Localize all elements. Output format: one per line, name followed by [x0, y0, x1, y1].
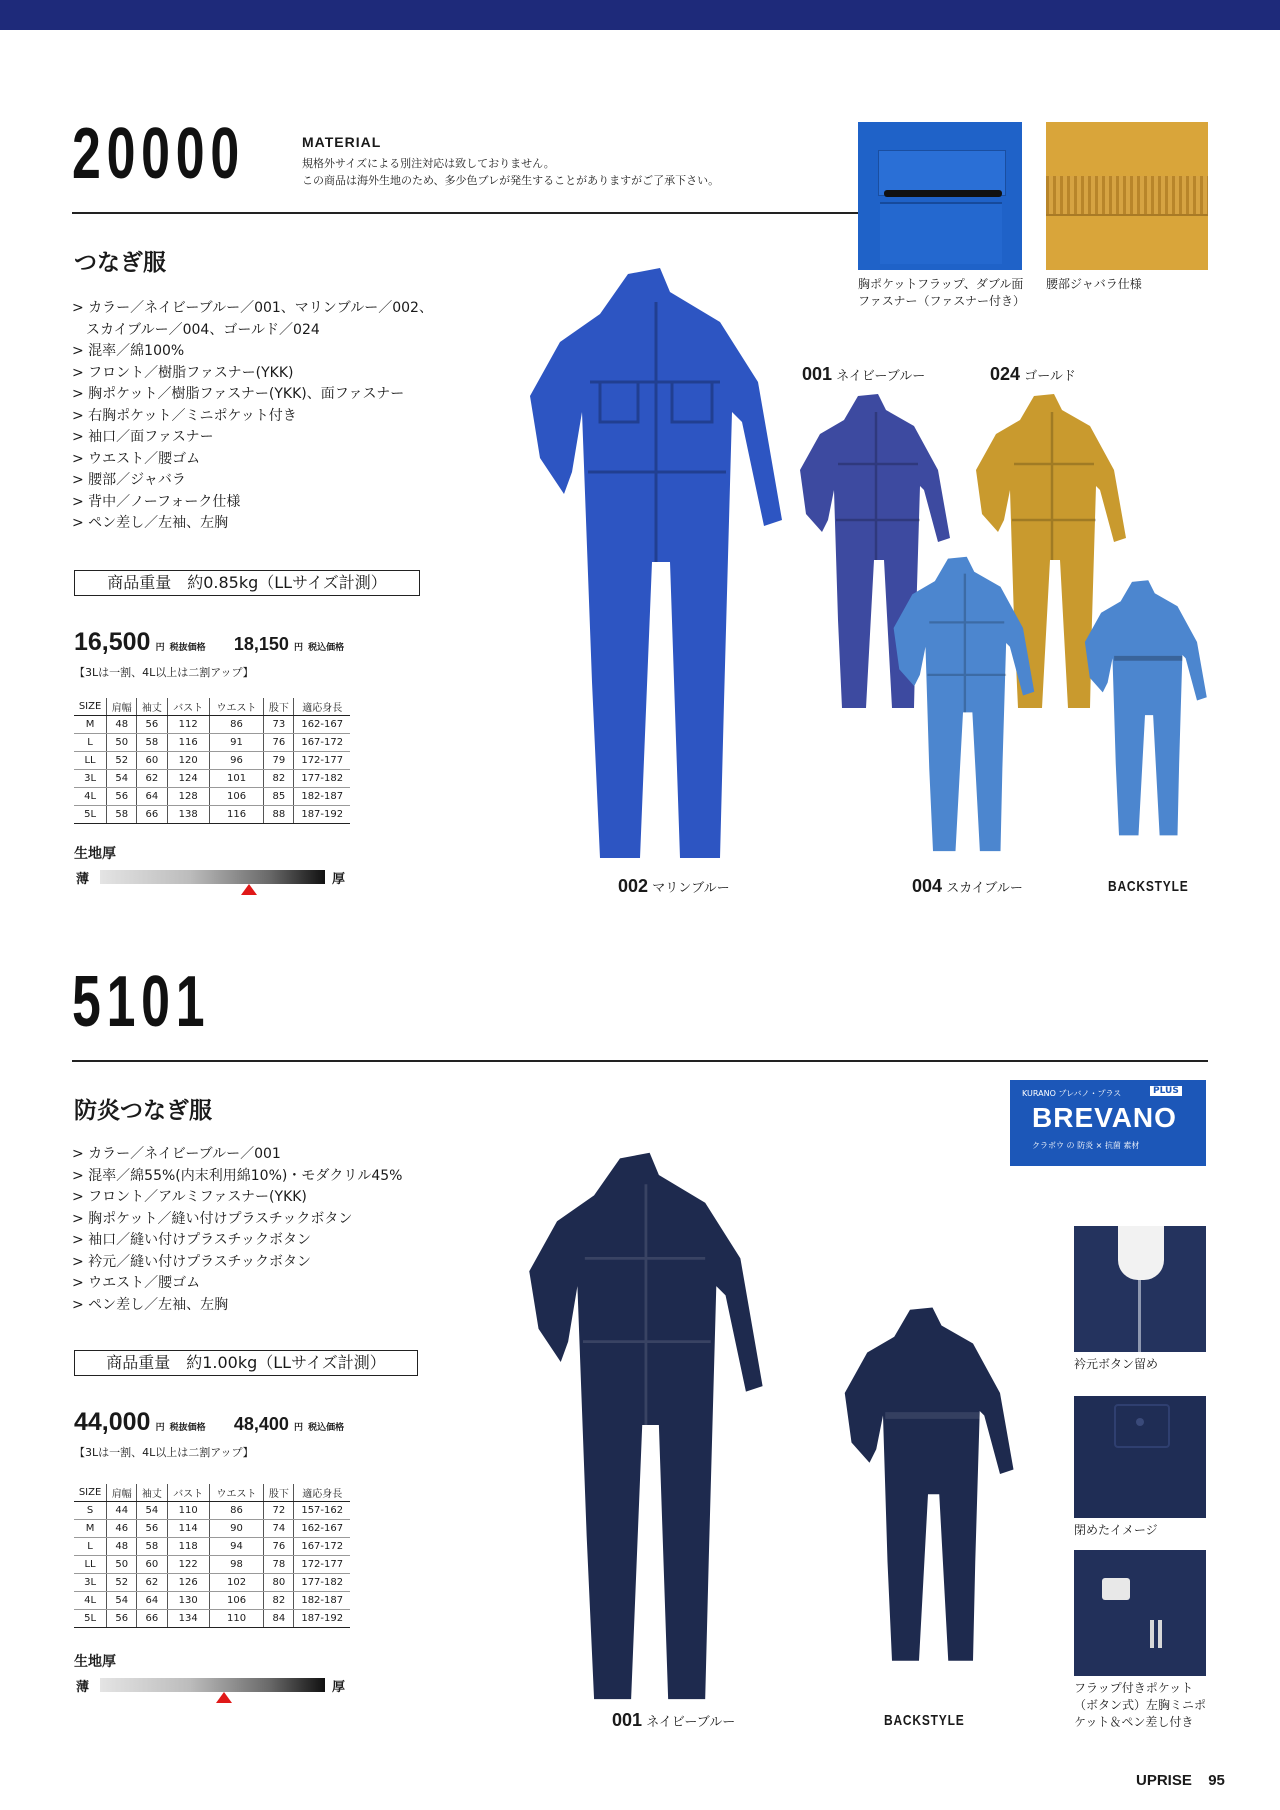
model-number: 20000	[72, 114, 245, 194]
table-cell: 66	[137, 806, 167, 824]
detail-photo-collar	[1074, 1226, 1206, 1352]
table-cell: 106	[209, 1592, 263, 1610]
table-cell: 76	[264, 1538, 294, 1556]
spec-list	[72, 298, 433, 535]
table-cell: 187-192	[294, 806, 350, 824]
material-note: この商品は海外生地のため、多少色ブレが発生することがありますがご了承下さい。	[302, 174, 720, 187]
table-cell: 134	[167, 1610, 209, 1628]
table-header-cell: 股下	[264, 1484, 294, 1502]
table-cell: 58	[107, 806, 137, 824]
table-cell: 118	[167, 1538, 209, 1556]
table-cell: 4L	[74, 1592, 107, 1610]
product-weight: 商品重量 約0.85kg（LLサイズ計測）	[74, 570, 420, 596]
table-cell: M	[74, 716, 107, 734]
table-cell: 60	[137, 1556, 167, 1574]
price-ex-label: 税抜価格	[169, 1423, 206, 1433]
table-cell: 5L	[74, 1610, 107, 1628]
table-cell: 62	[137, 770, 167, 788]
table-row	[74, 1592, 350, 1610]
table-cell: 138	[167, 806, 209, 824]
price-ex-label: 税抜価格	[169, 643, 206, 653]
table-cell: 102	[209, 1574, 263, 1592]
material-note: 規格外サイズによる別注対応は致しておりません。	[302, 157, 555, 170]
table-cell: 114	[167, 1520, 209, 1538]
page-footer	[1136, 1772, 1225, 1789]
product-name: 防炎つなぎ服	[74, 1098, 212, 1124]
table-cell: 50	[107, 1556, 137, 1574]
table-cell: 96	[209, 752, 263, 770]
table-cell: 112	[167, 716, 209, 734]
size-table	[74, 698, 350, 824]
table-header-cell: SIZE	[74, 698, 107, 716]
spec-item: > フロント／アルミファスナー(YKK)	[72, 1189, 307, 1205]
detail-caption: 閉めたイメージ	[1074, 1523, 1158, 1537]
table-cell: 54	[107, 1592, 137, 1610]
material-title: MATERIAL	[302, 134, 382, 150]
spec-item: > 右胸ポケット／ミニポケット付き	[72, 407, 297, 424]
spec-item: > ペン差し／左袖、左胸	[72, 1296, 229, 1313]
table-header-cell: バスト	[167, 1484, 209, 1502]
table-cell: LL	[74, 752, 107, 770]
table-cell: 3L	[74, 1574, 107, 1592]
table-cell: 50	[107, 734, 137, 752]
table-row	[74, 716, 350, 734]
table-row	[74, 1556, 350, 1574]
table-cell: 3L	[74, 770, 107, 788]
color-name: マリンブルー	[652, 881, 730, 896]
table-header-cell: ウエスト	[209, 698, 263, 716]
spec-item: スカイブルー／004、ゴールド／024	[72, 321, 320, 338]
color-label-001	[612, 1710, 735, 1731]
spec-item: > 混率／綿100%	[72, 343, 185, 359]
table-cell: 85	[264, 788, 294, 806]
table-row	[74, 788, 350, 806]
color-code: 002	[618, 876, 649, 896]
color-label-001	[802, 364, 925, 385]
thickness-label: 生地厚	[74, 1654, 116, 1670]
table-row	[74, 806, 350, 824]
table-cell: 124	[167, 770, 209, 788]
thick-label: 厚	[332, 1680, 346, 1695]
size-surcharge-note: 【3Lは一割、4L以上は二割アップ】	[74, 1446, 254, 1459]
detail-photo-chest-pocket	[1074, 1550, 1206, 1676]
table-cell: LL	[74, 1556, 107, 1574]
table-cell: 82	[264, 1592, 294, 1610]
color-label-002	[618, 876, 730, 897]
table-header-cell: 股下	[264, 698, 294, 716]
table-cell: 128	[167, 788, 209, 806]
table-cell: 76	[264, 734, 294, 752]
table-cell: 56	[137, 716, 167, 734]
coverall-001-navy	[520, 1130, 770, 1720]
table-cell: 86	[209, 716, 263, 734]
table-cell: M	[74, 1520, 107, 1538]
logo-tagline: クラボウ の 防炎 × 抗菌 素材	[1032, 1141, 1140, 1150]
table-row	[74, 1520, 350, 1538]
table-cell: 56	[137, 1520, 167, 1538]
color-label-004	[912, 876, 1023, 897]
table-cell: 187-192	[294, 1610, 350, 1628]
yen-unit: 円	[155, 1423, 165, 1433]
coverall-backstyle-1	[1080, 552, 1210, 862]
table-cell: 110	[209, 1610, 263, 1628]
table-cell: 101	[209, 770, 263, 788]
table-cell: 52	[107, 1574, 137, 1592]
spec-item: > ペン差し／左袖、左胸	[72, 515, 229, 531]
table-cell: 64	[137, 1592, 167, 1610]
table-row	[74, 1610, 350, 1628]
table-header-cell: 肩幅	[107, 1484, 137, 1502]
table-cell: 78	[264, 1556, 294, 1574]
detail-caption: 胸ポケットフラップ、ダブル面 ファスナー（ファスナー付き）	[858, 277, 1026, 308]
backstyle-label: BACKSTYLE	[884, 1712, 965, 1729]
detail-photo-closed-collar	[1074, 1396, 1206, 1518]
thickness-gradient	[100, 1678, 325, 1692]
table-cell: 54	[107, 770, 137, 788]
table-cell: 54	[137, 1502, 167, 1520]
table-cell: 86	[209, 1502, 263, 1520]
price-ex-tax: 16,500	[74, 628, 151, 656]
spec-item: > 混率／綿55%(内末利用綿10%)・モダクリル45%	[72, 1167, 403, 1184]
table-cell: 116	[209, 806, 263, 824]
table-cell: 82	[264, 770, 294, 788]
coverall-backstyle-2	[838, 1258, 1018, 1708]
table-cell: 62	[137, 1574, 167, 1592]
table-cell: 48	[107, 716, 137, 734]
thickness-marker	[216, 1692, 232, 1703]
table-cell: 60	[137, 752, 167, 770]
thick-label: 厚	[332, 872, 346, 887]
price-in-tax: 18,150	[233, 634, 289, 654]
table-header-cell: バスト	[167, 698, 209, 716]
table-cell: 130	[167, 1592, 209, 1610]
logo-wordmark: BREVANO	[1032, 1102, 1177, 1133]
table-cell: 162-167	[294, 1520, 350, 1538]
thin-label: 薄	[76, 1680, 90, 1695]
table-cell: S	[74, 1502, 107, 1520]
table-header-cell: 肩幅	[107, 698, 137, 716]
table-row	[74, 1538, 350, 1556]
coverall-002-marine-blue	[520, 262, 790, 862]
logo-plus: PLUS	[1150, 1086, 1182, 1096]
table-cell: 177-182	[294, 1574, 350, 1592]
color-name: ネイビーブルー	[836, 369, 926, 384]
table-cell: 56	[107, 788, 137, 806]
price-ex-tax: 44,000	[74, 1408, 151, 1436]
table-header-cell: ウエスト	[209, 1484, 263, 1502]
table-cell: 120	[167, 752, 209, 770]
table-cell: 177-182	[294, 770, 350, 788]
table-cell: 74	[264, 1520, 294, 1538]
spec-item: > ウエスト／腰ゴム	[72, 450, 201, 467]
divider	[72, 212, 860, 214]
size-surcharge-note: 【3Lは一割、4L以上は二割アップ】	[74, 666, 254, 679]
price-in-label: 税込価格	[308, 643, 345, 653]
detail-caption: 腰部ジャバラ仕様	[1046, 277, 1142, 291]
detail-photo-waist-elastic	[1046, 122, 1208, 270]
price-in-tax: 48,400	[233, 1414, 289, 1434]
color-code: 024	[990, 364, 1021, 384]
table-cell: 110	[167, 1502, 209, 1520]
yen-unit: 円	[155, 643, 165, 653]
thickness-scale	[74, 866, 352, 896]
table-cell: 106	[209, 788, 263, 806]
table-cell: 91	[209, 734, 263, 752]
table-cell: 44	[107, 1502, 137, 1520]
color-name: ネイビーブルー	[646, 1715, 736, 1730]
table-row	[74, 752, 350, 770]
thin-label: 薄	[76, 872, 90, 887]
table-cell: 72	[264, 1502, 294, 1520]
yen-unit: 円	[294, 1423, 304, 1433]
table-cell: 182-187	[294, 1592, 350, 1610]
model-number: 5101	[72, 962, 211, 1042]
color-name: スカイブルー	[946, 881, 1023, 896]
detail-photo-chest-pocket	[858, 122, 1022, 270]
brevano-logo	[1010, 1080, 1206, 1166]
thickness-scale	[74, 1674, 352, 1704]
logo-maker: KURANO ブレバノ・プラス	[1022, 1089, 1122, 1098]
table-cell: 88	[264, 806, 294, 824]
table-cell: 167-172	[294, 1538, 350, 1556]
spec-item: > フロント／樹脂ファスナー(YKK)	[72, 364, 294, 381]
thickness-marker	[241, 884, 257, 895]
divider	[72, 1060, 1208, 1062]
detail-caption: フラップ付きポケット （ボタン式）左胸ミニポ ケット＆ペン差し付き	[1074, 1681, 1207, 1729]
spec-item: > 胸ポケット／樹脂ファスナー(YKK)、面ファスナー	[72, 386, 405, 402]
table-cell: 56	[107, 1610, 137, 1628]
table-cell: 167-172	[294, 734, 350, 752]
spec-list	[72, 1144, 402, 1316]
page-number: 95	[1208, 1772, 1225, 1789]
table-cell: 162-167	[294, 716, 350, 734]
detail-caption: 衿元ボタン留め	[1074, 1357, 1159, 1371]
table-row	[74, 1502, 350, 1520]
table-cell: 182-187	[294, 788, 350, 806]
spec-item: > 袖口／面ファスナー	[72, 429, 214, 445]
table-row	[74, 1574, 350, 1592]
spec-item: > 衿元／縫い付けプラスチックボタン	[72, 1253, 312, 1270]
coverall-004-sky-blue	[888, 548, 1038, 858]
spec-item: > 腰部／ジャバラ	[72, 472, 186, 488]
material-notes	[302, 155, 719, 189]
table-cell: 172-177	[294, 752, 350, 770]
spec-item: > 胸ポケット／縫い付けプラスチックボタン	[72, 1210, 353, 1227]
price-block	[74, 628, 344, 657]
table-cell: 52	[107, 752, 137, 770]
price-in-label: 税込価格	[308, 1423, 345, 1433]
table-cell: 157-162	[294, 1502, 350, 1520]
footer-brand: UPRISE	[1136, 1772, 1192, 1789]
color-code: 004	[912, 876, 943, 896]
thickness-label: 生地厚	[74, 846, 116, 862]
table-header-cell: 袖丈	[137, 1484, 167, 1502]
table-cell: L	[74, 734, 107, 752]
color-code: 001	[802, 364, 833, 384]
table-cell: L	[74, 1538, 107, 1556]
thickness-gradient	[100, 870, 325, 884]
table-cell: 116	[167, 734, 209, 752]
table-header-row	[74, 698, 350, 716]
product-weight: 商品重量 約1.00kg（LLサイズ計測）	[74, 1350, 418, 1376]
table-header-cell: SIZE	[74, 1484, 107, 1502]
table-cell: 48	[107, 1538, 137, 1556]
price-block	[74, 1408, 344, 1437]
spec-item: > 背中／ノーフォーク仕様	[72, 493, 241, 510]
table-cell: 90	[209, 1520, 263, 1538]
spec-item: > ウエスト／腰ゴム	[72, 1275, 201, 1291]
table-cell: 80	[264, 1574, 294, 1592]
table-cell: 64	[137, 788, 167, 806]
table-cell: 46	[107, 1520, 137, 1538]
table-header-cell: 適応身長	[294, 698, 350, 716]
top-color-bar	[0, 0, 1280, 30]
table-cell: 172-177	[294, 1556, 350, 1574]
table-row	[74, 734, 350, 752]
table-cell: 4L	[74, 788, 107, 806]
color-name: ゴールド	[1024, 369, 1076, 384]
table-cell: 94	[209, 1538, 263, 1556]
spec-item: > カラー／ネイビーブルー／001	[72, 1146, 281, 1162]
table-cell: 84	[264, 1610, 294, 1628]
table-cell: 5L	[74, 806, 107, 824]
table-cell: 98	[209, 1556, 263, 1574]
table-cell: 122	[167, 1556, 209, 1574]
product-name: つなぎ服	[74, 250, 166, 276]
table-cell: 73	[264, 716, 294, 734]
color-code: 001	[612, 1710, 643, 1730]
table-row	[74, 770, 350, 788]
table-cell: 58	[137, 1538, 167, 1556]
color-label-024	[990, 364, 1076, 385]
table-header-cell: 適応身長	[294, 1484, 350, 1502]
table-cell: 58	[137, 734, 167, 752]
table-cell: 66	[137, 1610, 167, 1628]
yen-unit: 円	[294, 643, 304, 653]
spec-item: > 袖口／縫い付けプラスチックボタン	[72, 1232, 312, 1248]
table-cell: 126	[167, 1574, 209, 1592]
backstyle-label: BACKSTYLE	[1108, 878, 1189, 895]
table-header-row	[74, 1484, 350, 1502]
table-cell: 79	[264, 752, 294, 770]
table-header-cell: 袖丈	[137, 698, 167, 716]
spec-item: > カラー／ネイビーブルー／001、マリンブルー／002、	[72, 300, 433, 316]
size-table	[74, 1484, 350, 1628]
